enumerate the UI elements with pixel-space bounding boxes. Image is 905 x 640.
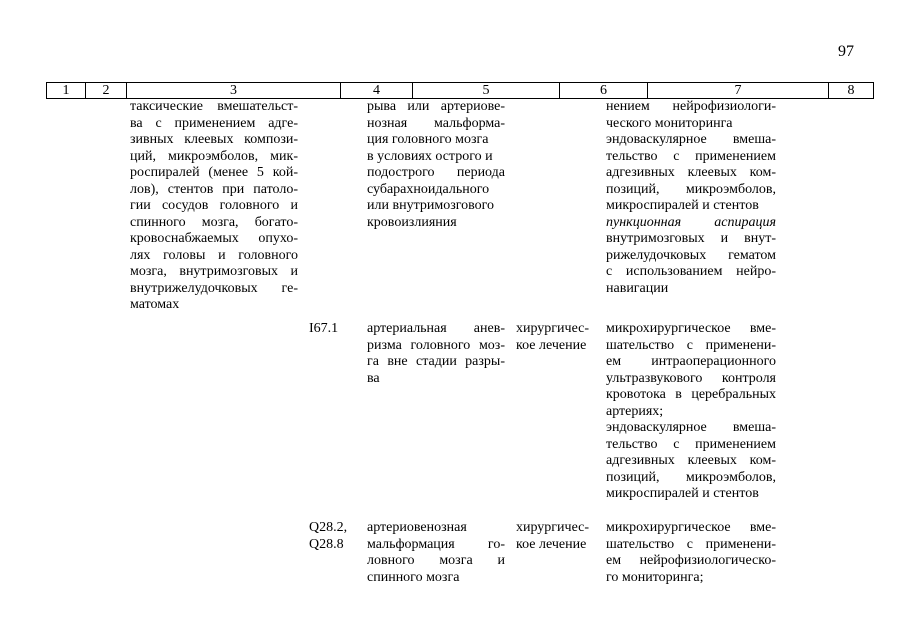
text-line: мозга, внутримозговых и bbox=[130, 264, 298, 279]
header-col-2: 2 bbox=[85, 83, 126, 98]
block1-col5-text bbox=[367, 99, 505, 231]
text-line: ва bbox=[367, 370, 380, 386]
text-line: микроспиралей и стентов bbox=[606, 486, 759, 501]
header-col-8: 8 bbox=[828, 83, 873, 98]
text-line: в условиях острого и bbox=[367, 148, 493, 164]
text-line: навигации bbox=[606, 280, 669, 296]
block3-col6-text bbox=[516, 520, 600, 553]
block3-col4-code bbox=[309, 520, 365, 553]
text-line: го мониторинга; bbox=[606, 569, 704, 585]
text-line: микроспиралей и стентов bbox=[606, 198, 759, 213]
header-col-1: 1 bbox=[62, 83, 70, 98]
block1-col7-text bbox=[606, 99, 776, 297]
text-line: кое лечение bbox=[516, 337, 587, 353]
text-line: мальформация го- bbox=[367, 536, 505, 552]
block1-col3-text bbox=[130, 99, 298, 314]
text-line: шательство с применени- bbox=[606, 536, 776, 552]
text-line: артериальная анев- bbox=[367, 321, 505, 336]
text-line: роспиралей (менее 5 кой- bbox=[130, 165, 298, 180]
text-line: зивных клеевых компози- bbox=[130, 132, 298, 147]
header-col-3: 3 bbox=[126, 83, 340, 98]
text-line: адгезивных клеевых ком- bbox=[606, 453, 776, 468]
diagnosis-code: Q28.2, bbox=[309, 520, 348, 535]
text-line: тельство с применением bbox=[606, 436, 776, 452]
text-line: ризма головного моз- bbox=[367, 337, 505, 353]
text-line: спинного мозга, богато- bbox=[130, 214, 298, 230]
diagnosis-code: Q28.8 bbox=[309, 536, 344, 552]
text-line: позиций, микроэмболов, bbox=[606, 181, 776, 197]
text-line: или внутримозгового bbox=[367, 198, 495, 213]
block2-col7-text bbox=[606, 321, 776, 503]
text-line: хирургичес- bbox=[516, 520, 590, 535]
text-line: таксические вмешательст- bbox=[130, 99, 298, 114]
text-line: адгезивных клеевых ком- bbox=[606, 165, 776, 180]
diagnosis-code: I67.1 bbox=[309, 321, 339, 336]
text-line: с использованием нейро- bbox=[606, 264, 776, 279]
text-line: ция головного мозга bbox=[367, 132, 489, 147]
text-line: лях головы и головного bbox=[130, 247, 298, 263]
text-line: внутримозговых и внут- bbox=[606, 231, 776, 246]
text-line: позиций, микроэмболов, bbox=[606, 469, 776, 485]
text-line: рыва или артериове- bbox=[367, 99, 505, 114]
text-line: кровоснабжаемых опухо- bbox=[130, 231, 298, 246]
text-line: шательство с применени- bbox=[606, 337, 776, 353]
text-line: пункционная аспирация bbox=[606, 214, 776, 230]
text-line: ловного мозга и bbox=[367, 553, 505, 568]
text-line: кровотока в церебральных bbox=[606, 387, 776, 402]
text-line: подострого периода bbox=[367, 165, 505, 180]
text-line: кровоизлияния bbox=[367, 214, 457, 230]
text-line: ческого мониторинга bbox=[606, 115, 733, 131]
text-line: гии сосудов головного и bbox=[130, 198, 298, 213]
header-col-5: 5 bbox=[412, 83, 559, 98]
text-line: внутрижелудочковых ге- bbox=[130, 280, 298, 296]
text-line: лов), стентов при патоло- bbox=[130, 181, 298, 197]
text-line: субарахноидального bbox=[367, 181, 490, 197]
text-line: га вне стадии разры- bbox=[367, 354, 505, 369]
text-line: матомах bbox=[130, 297, 180, 312]
text-line: ций, микроэмболов, мик- bbox=[130, 148, 298, 164]
text-line: спинного мозга bbox=[367, 569, 460, 585]
text-line: микрохирургическое вме- bbox=[606, 321, 776, 336]
text-line: ем интраоперационного bbox=[606, 354, 776, 369]
text-line: нозная мальформа- bbox=[367, 115, 505, 131]
text-line: тельство с применением bbox=[606, 148, 776, 164]
block2-col5-text bbox=[367, 321, 505, 387]
text-line: артериях; bbox=[606, 403, 664, 419]
text-line: нением нейрофизиологи- bbox=[606, 99, 776, 114]
header-col-6: 6 bbox=[559, 83, 647, 98]
text-line: микрохирургическое вме- bbox=[606, 520, 776, 535]
block2-col4-code bbox=[309, 321, 359, 338]
text-line: ва с применением адге- bbox=[130, 115, 298, 131]
header-col-7: 7 bbox=[647, 83, 828, 98]
text-line: хирургичес- bbox=[516, 321, 590, 336]
block3-col5-text bbox=[367, 520, 505, 586]
header-col-4: 4 bbox=[340, 83, 412, 98]
block2-col6-text bbox=[516, 321, 600, 354]
text-line: артериовенозная bbox=[367, 520, 467, 535]
text-line: рижелудочковых гематом bbox=[606, 247, 776, 263]
page-number: 97 bbox=[838, 43, 854, 60]
text-line: кое лечение bbox=[516, 536, 587, 552]
text-line: эндоваскулярное вмеша- bbox=[606, 420, 776, 435]
text-line: эндоваскулярное вмеша- bbox=[606, 132, 776, 147]
table-header-row bbox=[46, 82, 874, 99]
text-line: ультразвукового контроля bbox=[606, 370, 776, 386]
text-line: ем нейрофизиологическо- bbox=[606, 553, 776, 568]
block3-col7-text bbox=[606, 520, 776, 586]
